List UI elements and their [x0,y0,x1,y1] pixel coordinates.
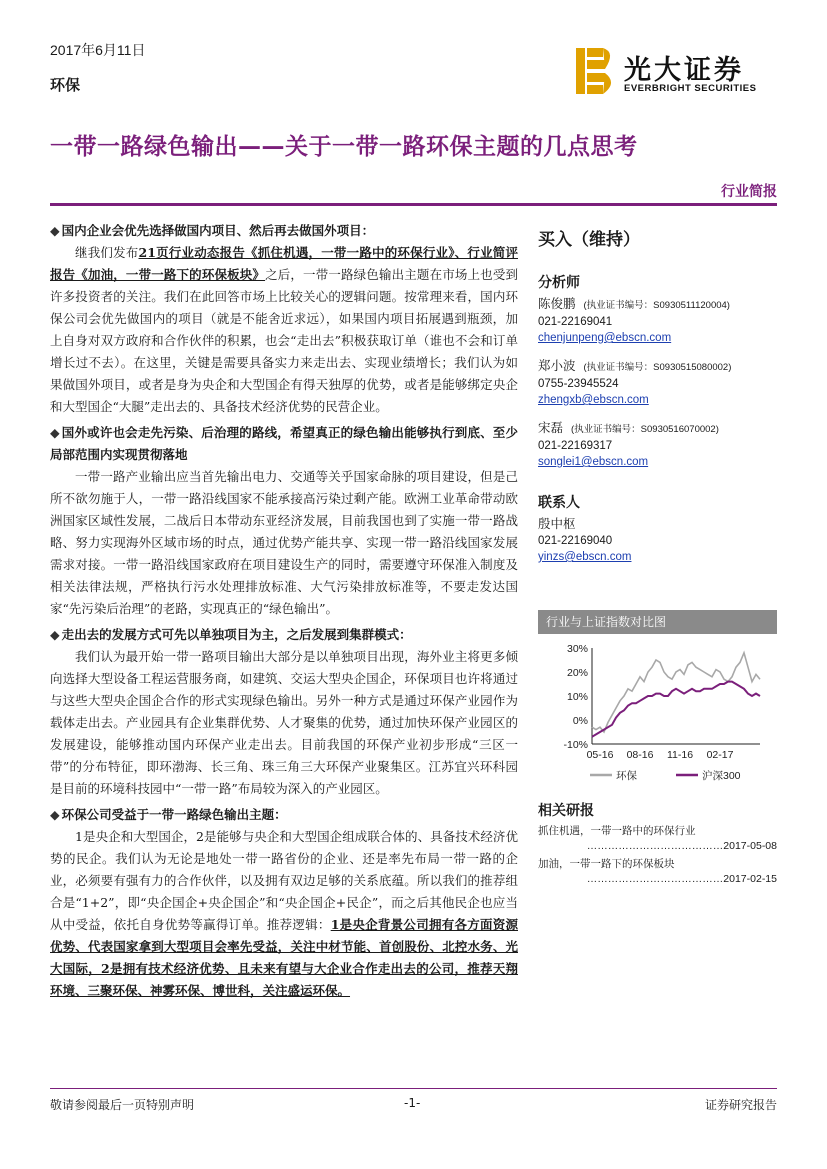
logo-chinese-text: 光大证券 [624,55,744,86]
analyst-phone: 021-22169317 [538,440,613,452]
contact-phone: 021-22169040 [538,535,613,547]
industry-label: 环保 [50,77,81,94]
series-line [592,682,760,737]
research-item[interactable] [538,857,777,887]
company-logo [576,48,776,98]
contact-card [538,516,777,565]
analyst-license: (执业证书编号：S0930511120004) [583,300,730,311]
x-tick-label: 05-16 [586,749,614,761]
logo-mark-icon [576,48,616,94]
diamond-bullet-icon: ◆ [50,425,60,440]
chart-title: 行业与上证指数对比图 [538,610,777,634]
x-tick-label: 02-17 [706,749,734,761]
analyst-card [538,420,777,470]
footer-report-type: 证券研究报告 [704,1098,777,1112]
x-tick-label: 11-16 [666,749,694,761]
analyst-license: (执业证书编号：S0930516070002) [571,424,719,435]
research-heading: 相关研报 [538,803,594,819]
rating: 买入（维持） [538,230,640,250]
sidebar [538,216,777,577]
analyst-name: 郑小波 [538,359,576,373]
analyst-card [538,296,777,346]
section-heading-2: ◆ 国外或许也会走先污染、后治理的路线，希望真正的绿色输出能够执行到底、至少局部范围内实现贯彻落地 [50,425,518,462]
related-report-link[interactable]: 21页行业动态报告《抓住机遇，一带一路中的环保行业》、行业简评报告《加油，一带一路下的环保板块》 [50,245,518,282]
series-line [592,653,760,732]
paragraph: 继我们发布21页行业动态报告《抓住机遇，一带一路中的环保行业》、行业简评报告《加油，一带一路下的环保板块》之后，一带一路绿色输出主题在市场上也受到许多投资者的关注。我们在此回答市场上比较关心的逻辑问题。按常理来看，国内环保公司会优先做国内的项目（就是不能舍近求远），如果国内项目拓展遇到瓶颈，加上自身对双方政府和合作伙伴的积累，也会“走出去”积极获取订单（谁也不会和订单增长过不去）。在这里，关键是需要具备实力来走出去、实现业绩增长；我们认为如果做国外项目，或者是身为央企和大型国企有得天独厚的优势，或者是能够绑定央企和大型国企“大腿”走出去的、具备技术经济优势的民营企业。 [50,245,518,414]
analyst-name: 陈俊鹏 [538,297,576,311]
analyst-phone: 021-22169041 [538,316,613,328]
analyst-email-link[interactable]: songlei1@ebscn.com [538,456,649,468]
legend-label: 沪深300 [702,770,741,782]
research-date: …………………………………2017-05-08 [586,840,777,852]
diamond-bullet-icon: ◆ [50,223,60,238]
main-body [50,216,518,1002]
y-tick-label: -10% [563,739,588,751]
paragraph: 一带一路产业输出应当首先输出电力、交通等关乎国家命脉的项目建设，但是己所不欲勿施于人，一带一路沿线国家不能承接高污染过剩产能。欧洲工业革命带动欧洲国家区域性发展，二战后日本带动东亚经济发展，目前我国也到了实施一带一路战略、努力实现海外区域市场的时点，通过优势产能共享、实现一带一路沿线国家发展需求对接。一带一路沿线国家政府在项目建设生产的同时，需要遵守环保准入制度及相关法律法规，严格执行污水处理排放标准、大气污染排放标准等，不要走发达国家“先污染后治理”的老路，实现真正的“绿色输出”。 [50,469,518,616]
y-tick-label: 20% [566,667,588,679]
section-heading-3: ◆ 走出去的发展方式可先以单独项目为主，之后发展到集群模式： [50,627,412,642]
contact-name: 殷中枢 [538,517,576,531]
analyst-license: (执业证书编号：S0930515080002) [583,362,732,373]
research-title[interactable]: 加油，一带一路下的环保板块 [538,858,675,870]
section-heading-1: ◆ 国内企业会优先选择做国内项目、然后再去做国外项目： [50,223,375,238]
y-tick-label: 10% [566,691,588,703]
recommendation-text: 1是央企背景公司拥有各方面资源优势、代表国家拿到大型项目会率先受益，关注中材节能、首创股份、北控水务、光大国际，2是拥有技术经济优势、且未来有望与大企业合作走出去的公司，推荐天翔环境、三聚环保、神雾环保、博世科，关注盛运环保。 [50,917,518,998]
x-tick-label: 08-16 [626,749,654,761]
paragraph: 1是央企和大型国企，2是能够与央企和大型国企组成联合体的、具备技术经济优势的民企。我们认为无论是地处一带一路省份的企业、还是率先布局一带一路的企业，必须要有强有力的合作伙伴，以及拥有双边足够的关系底蕴。所以我们的推荐组合是“1+2”，即“央企国企+央企国企”和“央企国企+民企”，而之后其他民企也应当从中受益，依托自身优势等赢得订单。推荐逻辑：1是央企背景公司拥有各方面资源优势、代表国家拿到大型项目会率先受益，关注中材节能、首创股份、北控水务、光大国际，2是拥有技术经济优势、且未来有望与大企业合作走出去的公司，推荐天翔环境、三聚环保、神雾环保、博世科，关注盛运环保。 [50,829,518,998]
analyst-name: 宋磊 [538,421,564,435]
contact-email-link[interactable]: yinzs@ebscn.com [538,551,632,563]
y-tick-label: 0% [572,715,588,727]
analyst-email-link[interactable]: chenjunpeng@ebscn.com [538,332,672,344]
section-heading-4: ◆ 环保公司受益于一带一路绿色输出主题： [50,807,287,822]
research-item[interactable] [538,824,777,854]
y-tick-label: 30% [566,643,588,655]
related-research [538,800,777,887]
page-number: -1- [404,1096,421,1110]
logo-english-text: EVERBRIGHT SECURITIES [624,83,757,94]
legend-label: 环保 [616,770,637,782]
contact-heading: 联系人 [538,495,580,511]
report-date: 2017年6月11日 [50,42,146,58]
footer-divider [50,1088,777,1089]
comparison-chart [538,636,777,786]
paragraph: 我们认为最开始一带一路项目输出大部分是以单独项目出现，海外业主将更多倾向选择大型设备工程运营服务商，如建筑、交运大型央企国企，环保项目也许将通过与这些大型央企国企合作的形式实现绿色输出。另外一种方式是通过环保产业园作为载体走出去。产业园具有企业集群优势、人才聚集的优势，通过加快环保产业园区的发展建设，能够推动国内环保产业走出去。目前我国的环保产业初步形成“三区一带”的分布特征，即环渤海、长三角、珠三角三大环保产业聚集区。江苏宜兴环科园是目前的环境科技园中“一带一路”布局较为深入的产业园区。 [50,649,518,796]
research-title[interactable]: 抓住机遇，一带一路中的环保行业 [538,825,696,837]
footer-disclaimer: 敬请参阅最后一页特别声明 [50,1098,195,1112]
research-date: …………………………………2017-02-15 [586,873,777,885]
header-divider [50,203,777,206]
diamond-bullet-icon: ◆ [50,807,60,822]
analyst-card [538,358,777,408]
report-type: 行业简报 [721,184,777,200]
analyst-phone: 0755-23945524 [538,378,619,390]
analyst-email-link[interactable]: zhengxb@ebscn.com [538,394,649,406]
report-title: 一带一路绿色输出——关于一带一路环保主题的几点思考 [50,134,638,160]
analysts-heading: 分析师 [538,275,580,291]
diamond-bullet-icon: ◆ [50,627,60,642]
